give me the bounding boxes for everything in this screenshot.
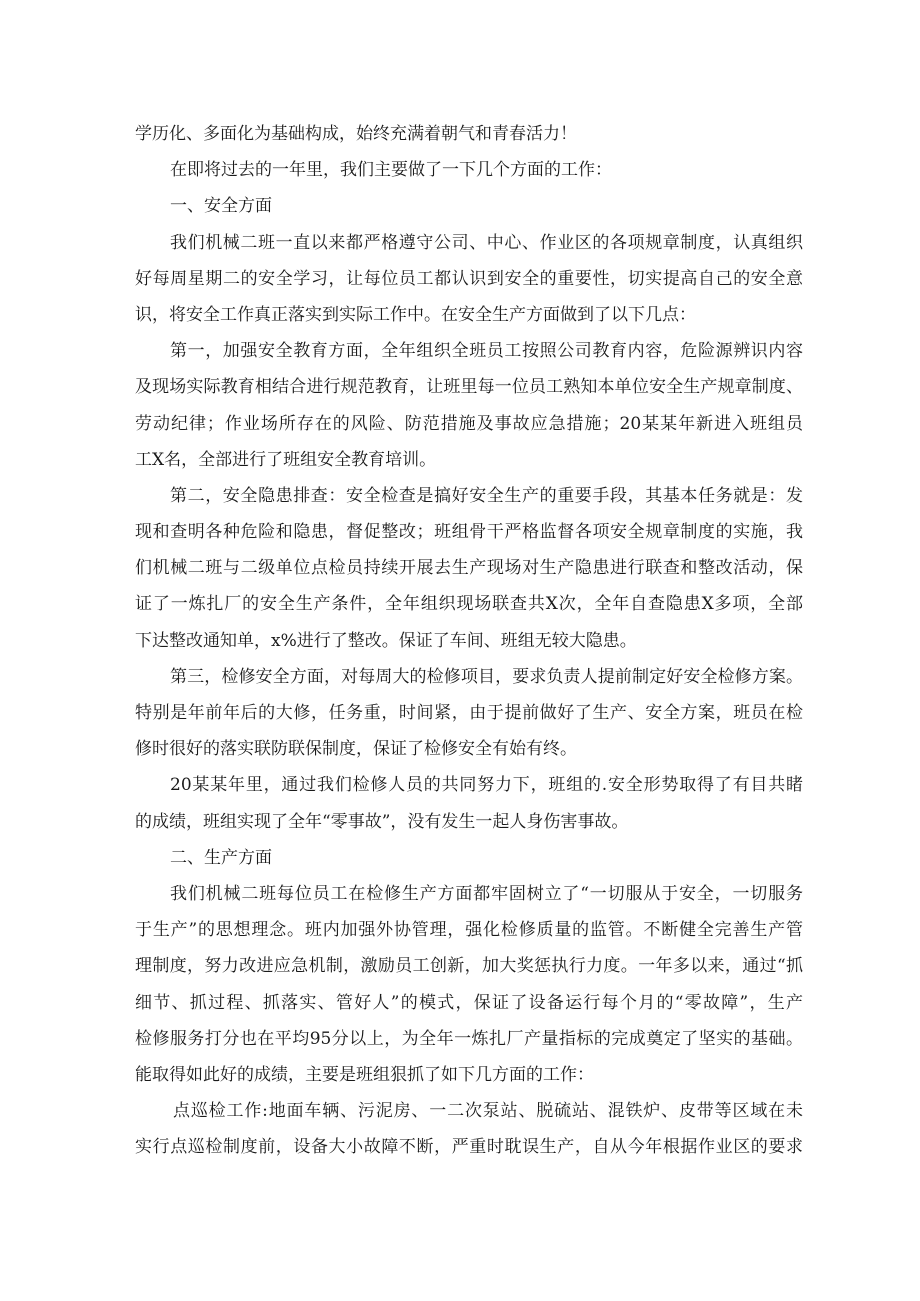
text-line: 点巡检工作:地面车辆、污泥房、一二次泵站、脱硫站、混铁炉、皮带等区域在未 bbox=[173, 1101, 803, 1122]
text-line: 劳动纪律；作业场所存在的风险、防范措施及事故应急措施；20某某年新进入班组员 bbox=[135, 413, 803, 434]
paragraph-intro: 在即将过去的一年里，我们主要做了一下几个方面的工作： bbox=[170, 160, 612, 181]
text-line: 学历化、多面化为基础构成，始终充满着朝气和青春活力！ bbox=[135, 124, 577, 144]
text-line: 好每周星期二的安全学习，让每位员工都认识到安全的重要性，切实提高自己的安全意 bbox=[135, 268, 803, 289]
text-line: 的成绩，班组实现了全年“零事故”，没有发生一起人身伤害事故。 bbox=[135, 811, 629, 832]
text-line: 第一，加强安全教育方面，全年组织全班员工按照公司教育内容，危险源辨识内容 bbox=[170, 341, 803, 362]
text-line: 现和查明各种危险和隐患，督促整改；班组骨干严格监督各项安全规章制度的实施，我 bbox=[135, 522, 803, 543]
text-line: 证了一炼扎厂的安全生产条件，全年组织现场联查共X次，全年自查隐患X多项，全部 bbox=[135, 594, 803, 615]
text-line: 们机械二班与二级单位点检员持续开展去生产现场对生产隐患进行联查和整改活动，保 bbox=[135, 558, 803, 579]
text-line: 我们机械二班一直以来都严格遵守公司、中心、作业区的各项规章制度，认真组织 bbox=[170, 232, 803, 253]
text-line: 细节、抓过程、抓落实、管好人”的模式，保证了设备运行每个月的“零故障”，生产 bbox=[135, 992, 803, 1013]
text-line: 检修服务打分也在平均95分以上，为全年一炼扎厂产量指标的完成奠定了坚实的基础。 bbox=[135, 1028, 803, 1049]
text-line: 于生产”的思想理念。班内加强外协管理，强化检修质量的监管。不断健全完善生产管 bbox=[135, 920, 803, 941]
text-line: 修时很好的落实联防联保制度，保证了检修安全有始有终。 bbox=[135, 739, 577, 760]
text-line: 第三，检修安全方面，对每周大的检修项目，要求负责人提前制定好安全检修方案。 bbox=[170, 666, 803, 687]
text-line: 能取得如此好的成绩，主要是班组狠抓了如下几方面的工作： bbox=[135, 1064, 594, 1085]
text-line: 20某某年里，通过我们检修人员的共同努力下，班组的.安全形势取得了有目共睹 bbox=[170, 775, 803, 796]
text-line: 识，将安全工作真正落实到实际工作中。在安全生产方面做到了以下几点： bbox=[135, 304, 696, 325]
text-line: 特别是年前年后的大修，任务重，时间紧，由于提前做好了生产、安全方案，班员在检 bbox=[135, 703, 803, 723]
text-line: 我们机械二班每位员工在检修生产方面都牢固树立了“一切服从于安全，一切服务 bbox=[170, 883, 803, 904]
section-heading-production: 二、生产方面 bbox=[170, 847, 272, 868]
text-line: 理制度，努力改进应急机制，激励员工创新，加大奖惩执行力度。一年多以来，通过“抓 bbox=[135, 956, 803, 977]
text-line: 实行点巡检制度前，设备大小故障不断，严重时耽误生产，自从今年根据作业区的要求 bbox=[135, 1137, 803, 1158]
text-line: 工X名，全部进行了班组安全教育培训。 bbox=[135, 449, 437, 470]
document-page bbox=[135, 116, 803, 1165]
text-line: 第二，安全隐患排查：安全检查是搞好安全生产的重要手段，其基本任务就是：发 bbox=[170, 485, 803, 506]
section-heading-safety: 一、安全方面 bbox=[170, 196, 272, 217]
text-line: 下达整改通知单，x%进行了整改。保证了车间、班组无较大隐患。 bbox=[135, 630, 637, 651]
text-line: 及现场实际教育相结合进行规范教育，让班里每一位员工熟知本单位安全生产规章制度、 bbox=[135, 377, 803, 398]
